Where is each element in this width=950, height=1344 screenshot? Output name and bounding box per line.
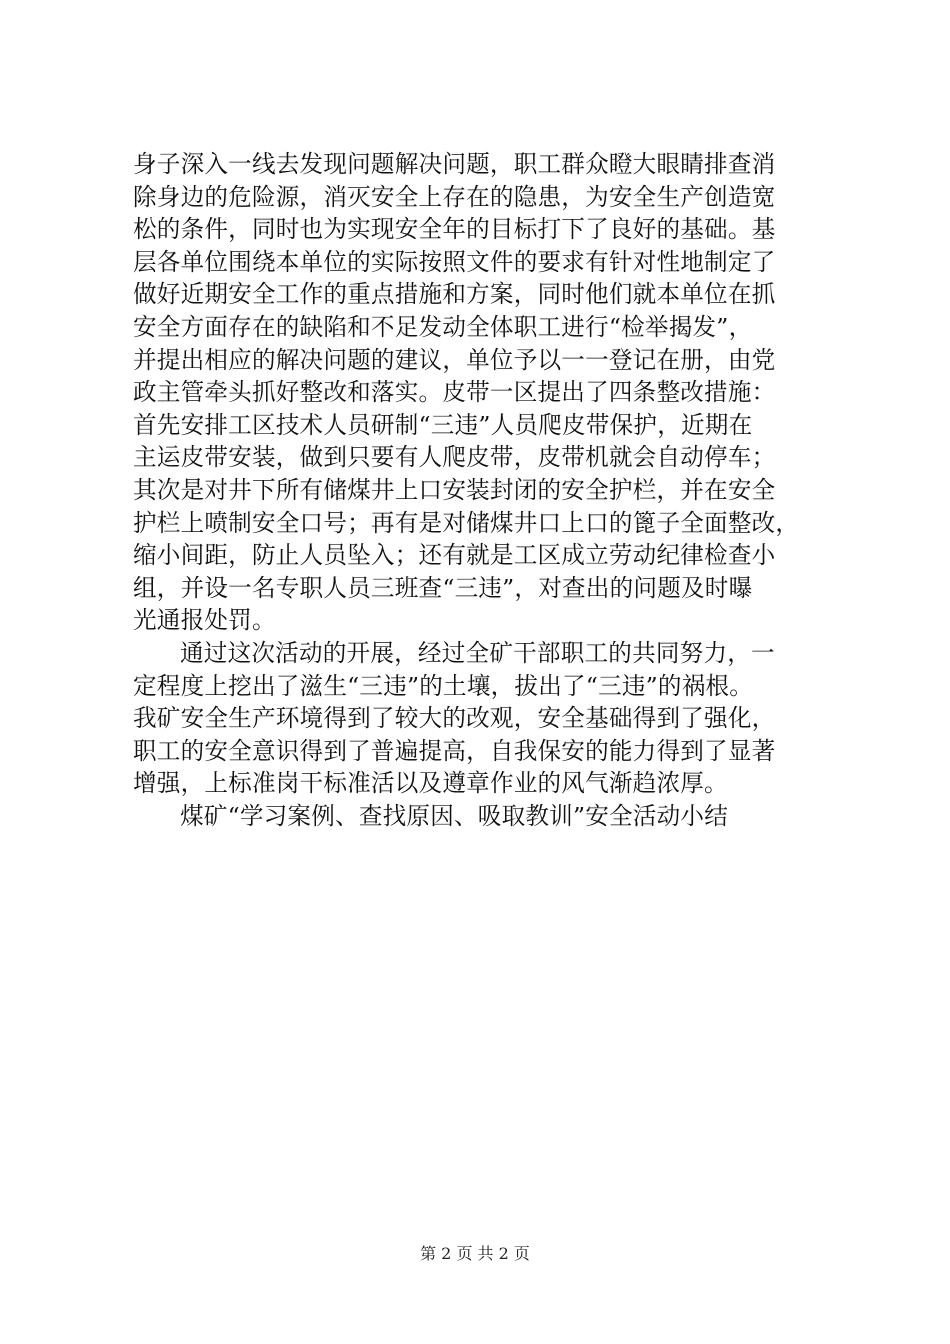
text-line: 护栏上喷制安全口号；再有是对储煤井口上口的篦子全面整改，	[133, 508, 800, 537]
paragraph-start-line: 通过这次活动的开展，经过全矿干部职工的共同努力，一	[180, 638, 775, 667]
text-line: 增强，上标准岗干标准活以及遵章作业的风气渐趋浓厚。	[133, 769, 728, 798]
page-footer	[0, 1244, 950, 1264]
text-line: 我矿安全生产环境得到了较大的改观，安全基础得到了强化，	[133, 704, 776, 733]
document-title-line: 煤矿“学习案例、查找原因、吸取教训”安全活动小结	[180, 801, 728, 830]
text-line: 定程度上挖出了滋生“三违”的土壤，拔出了“三违”的祸根。	[133, 671, 754, 700]
body-text	[133, 148, 833, 832]
text-line: 缩小间距，防止人员坠入；还有就是工区成立劳动纪律检查小	[133, 541, 776, 570]
text-line: 政主管牵头抓好整改和落实。皮带一区提出了四条整改措施：	[133, 378, 776, 407]
text-line: 做好近期安全工作的重点措施和方案，同时他们就本单位在抓	[133, 280, 776, 309]
text-line: 组，并设一名专职人员三班查“三违”，对查出的问题及时曝	[133, 573, 753, 602]
text-line: 身子深入一线去发现问题解决问题，职工群众瞪大眼睛排查消	[133, 150, 776, 178]
text-line: 其次是对井下所有储煤井上口安装封闭的安全护栏，并在安全	[133, 475, 776, 504]
text-line: 除身边的危险源，消灭安全上存在的隐患，为安全生产创造宽	[133, 182, 776, 211]
text-line: 并提出相应的解决问题的建议，单位予以一一登记在册，由党	[133, 345, 776, 374]
text-line: 职工的安全意识得到了普遍提高，自我保安的能力得到了显著	[133, 736, 776, 765]
text-line: 层各单位围绕本单位的实际按照文件的要求有针对性地制定了	[133, 247, 776, 276]
text-line: 光通报处罚。	[133, 606, 276, 635]
text-line: 安全方面存在的缺陷和不足发动全体职工进行“检举揭发”，	[133, 312, 753, 341]
text-line: 松的条件，同时也为实现安全年的目标打下了良好的基础。基	[133, 215, 776, 244]
text-line: 首先安排工区技术人员研制“三违”人员爬皮带保护，近期在	[133, 410, 753, 439]
page-number-label: 第 2 页 共 2 页	[420, 1244, 530, 1263]
text-line: 主运皮带安装，做到只要有人爬皮带，皮带机就会自动停车；	[133, 443, 776, 472]
